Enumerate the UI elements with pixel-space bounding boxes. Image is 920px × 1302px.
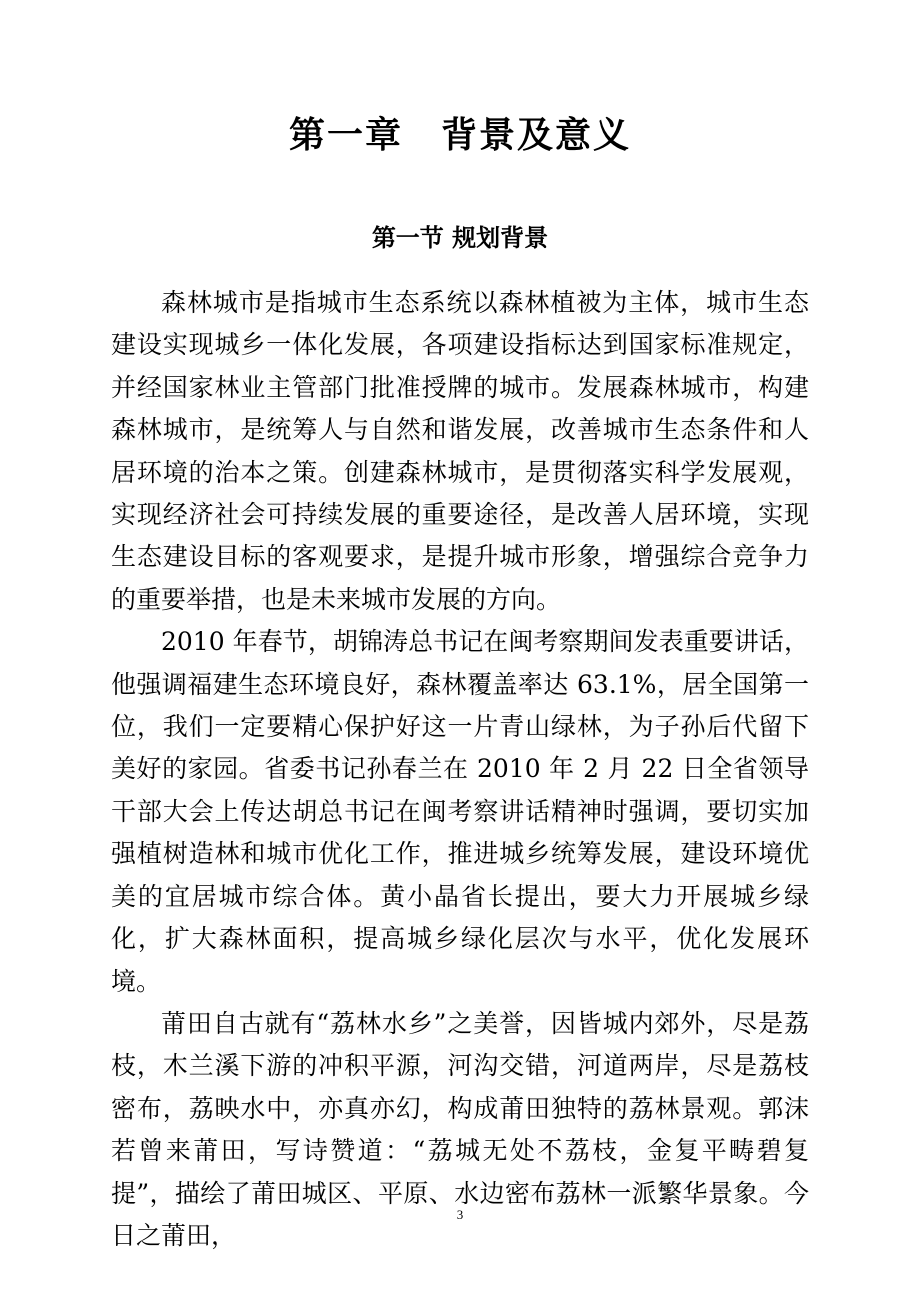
page-number: 3 — [456, 1207, 464, 1222]
section-title: 第一节 规划背景 — [371, 224, 549, 252]
paragraph: 莆田自古就有“荔林水乡”之美誉，因皆城内郊外，尽是荔枝，木兰溪下游的冲积平源，河沟交错，河道两岸，尽是荔枝密布，荔映水中，亦真亦幻，构成莆田独特的荔林景观。郭沫若曾来莆田，写诗赞道：“荔城无处不荔枝，金复平畴碧复提”，描绘了莆田城区、平原、水边密布荔林一派繁华景象。今日之莆田， — [111, 1008, 809, 1250]
body-text — [111, 282, 809, 1257]
paragraph: 2010 年春节，胡锦涛总书记在闽考察期间发表重要讲话，他强调福建生态环境良好，森林覆盖率达 63.1%，居全国第一位，我们一定要精心保护好这一片青山绿林，为子孙后代留下美好的家园。省委书记孙春兰在 2010 年 2 月 22 日全省领导干部大会上传达胡总书记在闽考察讲话精神时强调，要切实加强植树造林和城市优化工作，推进城乡统筹发展，建设环境优美的宜居城市综合体。黄小晶省长提出，要大力开展城乡绿化，扩大森林面积，提高城乡绿化层次与水平，优化发展环境。 — [111, 627, 809, 996]
chapter-title: 第一章 背景及意义 — [288, 115, 631, 156]
paragraph: 森林城市是指城市生态系统以森林植被为主体，城市生态建设实现城乡一体化发展，各项建设指标达到国家标准规定，并经国家林业主管部门批准授牌的城市。发展森林城市，构建森林城市，是统筹人与自然和谐发展，改善城市生态条件和人居环境的治本之策。创建森林城市，是贯彻落实科学发展观，实现经济社会可持续发展的重要途径，是改善人居环境，实现生态建设目标的客观要求，是提升城市形象，增强综合竞争力的重要举措，也是未来城市发展的方向。 — [111, 288, 809, 614]
